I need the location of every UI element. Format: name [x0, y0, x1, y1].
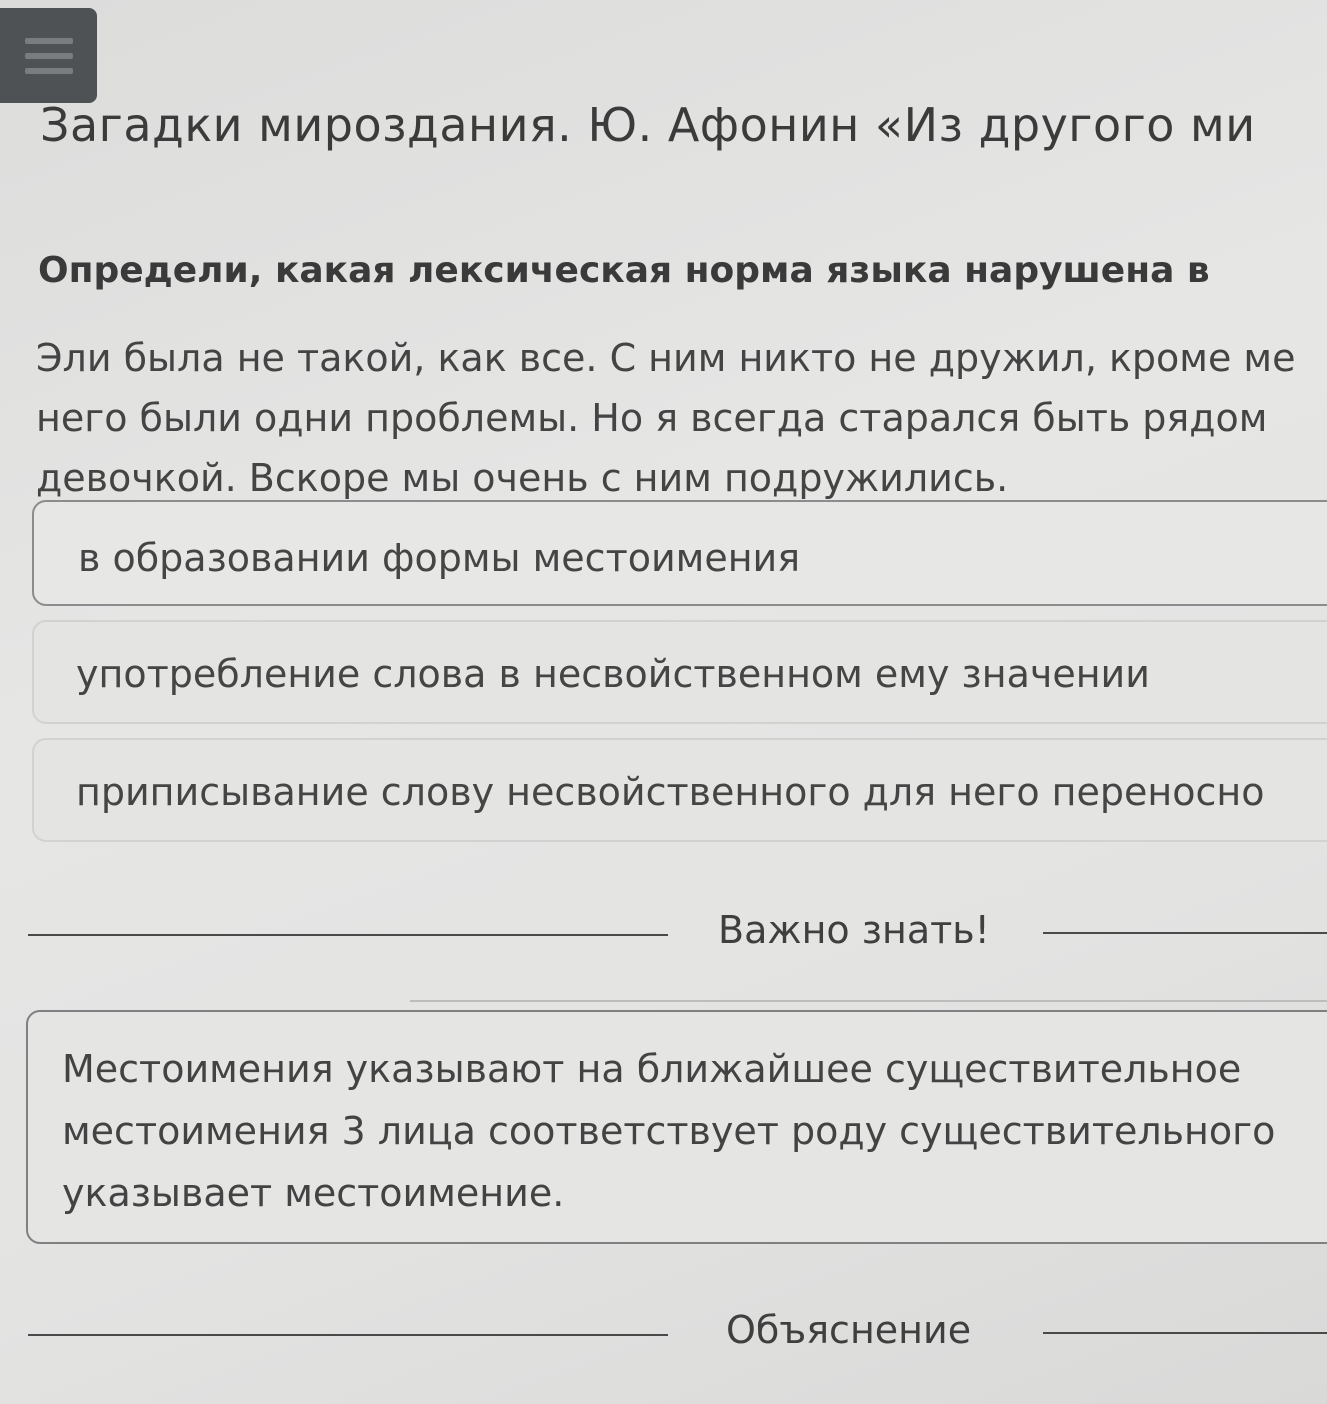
divider-line [1043, 932, 1327, 934]
lesson-title: Загадки мироздания. Ю. Афонин «Из другого ми [40, 98, 1256, 152]
hamburger-menu-icon [25, 38, 73, 74]
answer-option-2[interactable] [32, 620, 1327, 724]
answer-option-1[interactable] [32, 500, 1327, 606]
explanation-heading[interactable]: Объяснение [726, 1308, 972, 1352]
menu-button[interactable] [0, 8, 97, 103]
task-text-line: Эли была не такой, как все. С ним никто не дружил, кроме ме [36, 336, 1296, 380]
task-text-line: него были одни проблемы. Но я всегда старался быть рядом [36, 396, 1268, 440]
answer-option-3[interactable] [32, 738, 1327, 842]
task-question: Определи, какая лексическая норма языка нарушена в [38, 250, 1210, 291]
info-line: местоимения 3 лица соответствует роду существительного [62, 1109, 1276, 1153]
info-line: указывает местоимение. [62, 1171, 565, 1215]
important-divider [28, 904, 1327, 964]
answer-option-label: в образовании формы местоимения [78, 536, 801, 580]
divider-line [28, 1334, 668, 1336]
important-info-box [26, 1010, 1327, 1244]
answer-option-label: употребление слова в несвойственном ему значении [76, 652, 1150, 696]
explanation-divider [28, 1304, 1327, 1364]
task-text [36, 328, 1327, 508]
important-heading: Важно знать! [718, 908, 990, 952]
divider-line [28, 934, 668, 936]
divider-line [410, 1000, 1327, 1002]
divider-line [1043, 1332, 1327, 1334]
task-text-line: девочкой. Вскоре мы очень с ним подружились. [36, 456, 1009, 500]
info-line: Местоимения указывают на ближайшее существительное [62, 1047, 1242, 1091]
answer-option-label: приписывание слову несвойственного для него переносно [76, 770, 1265, 814]
